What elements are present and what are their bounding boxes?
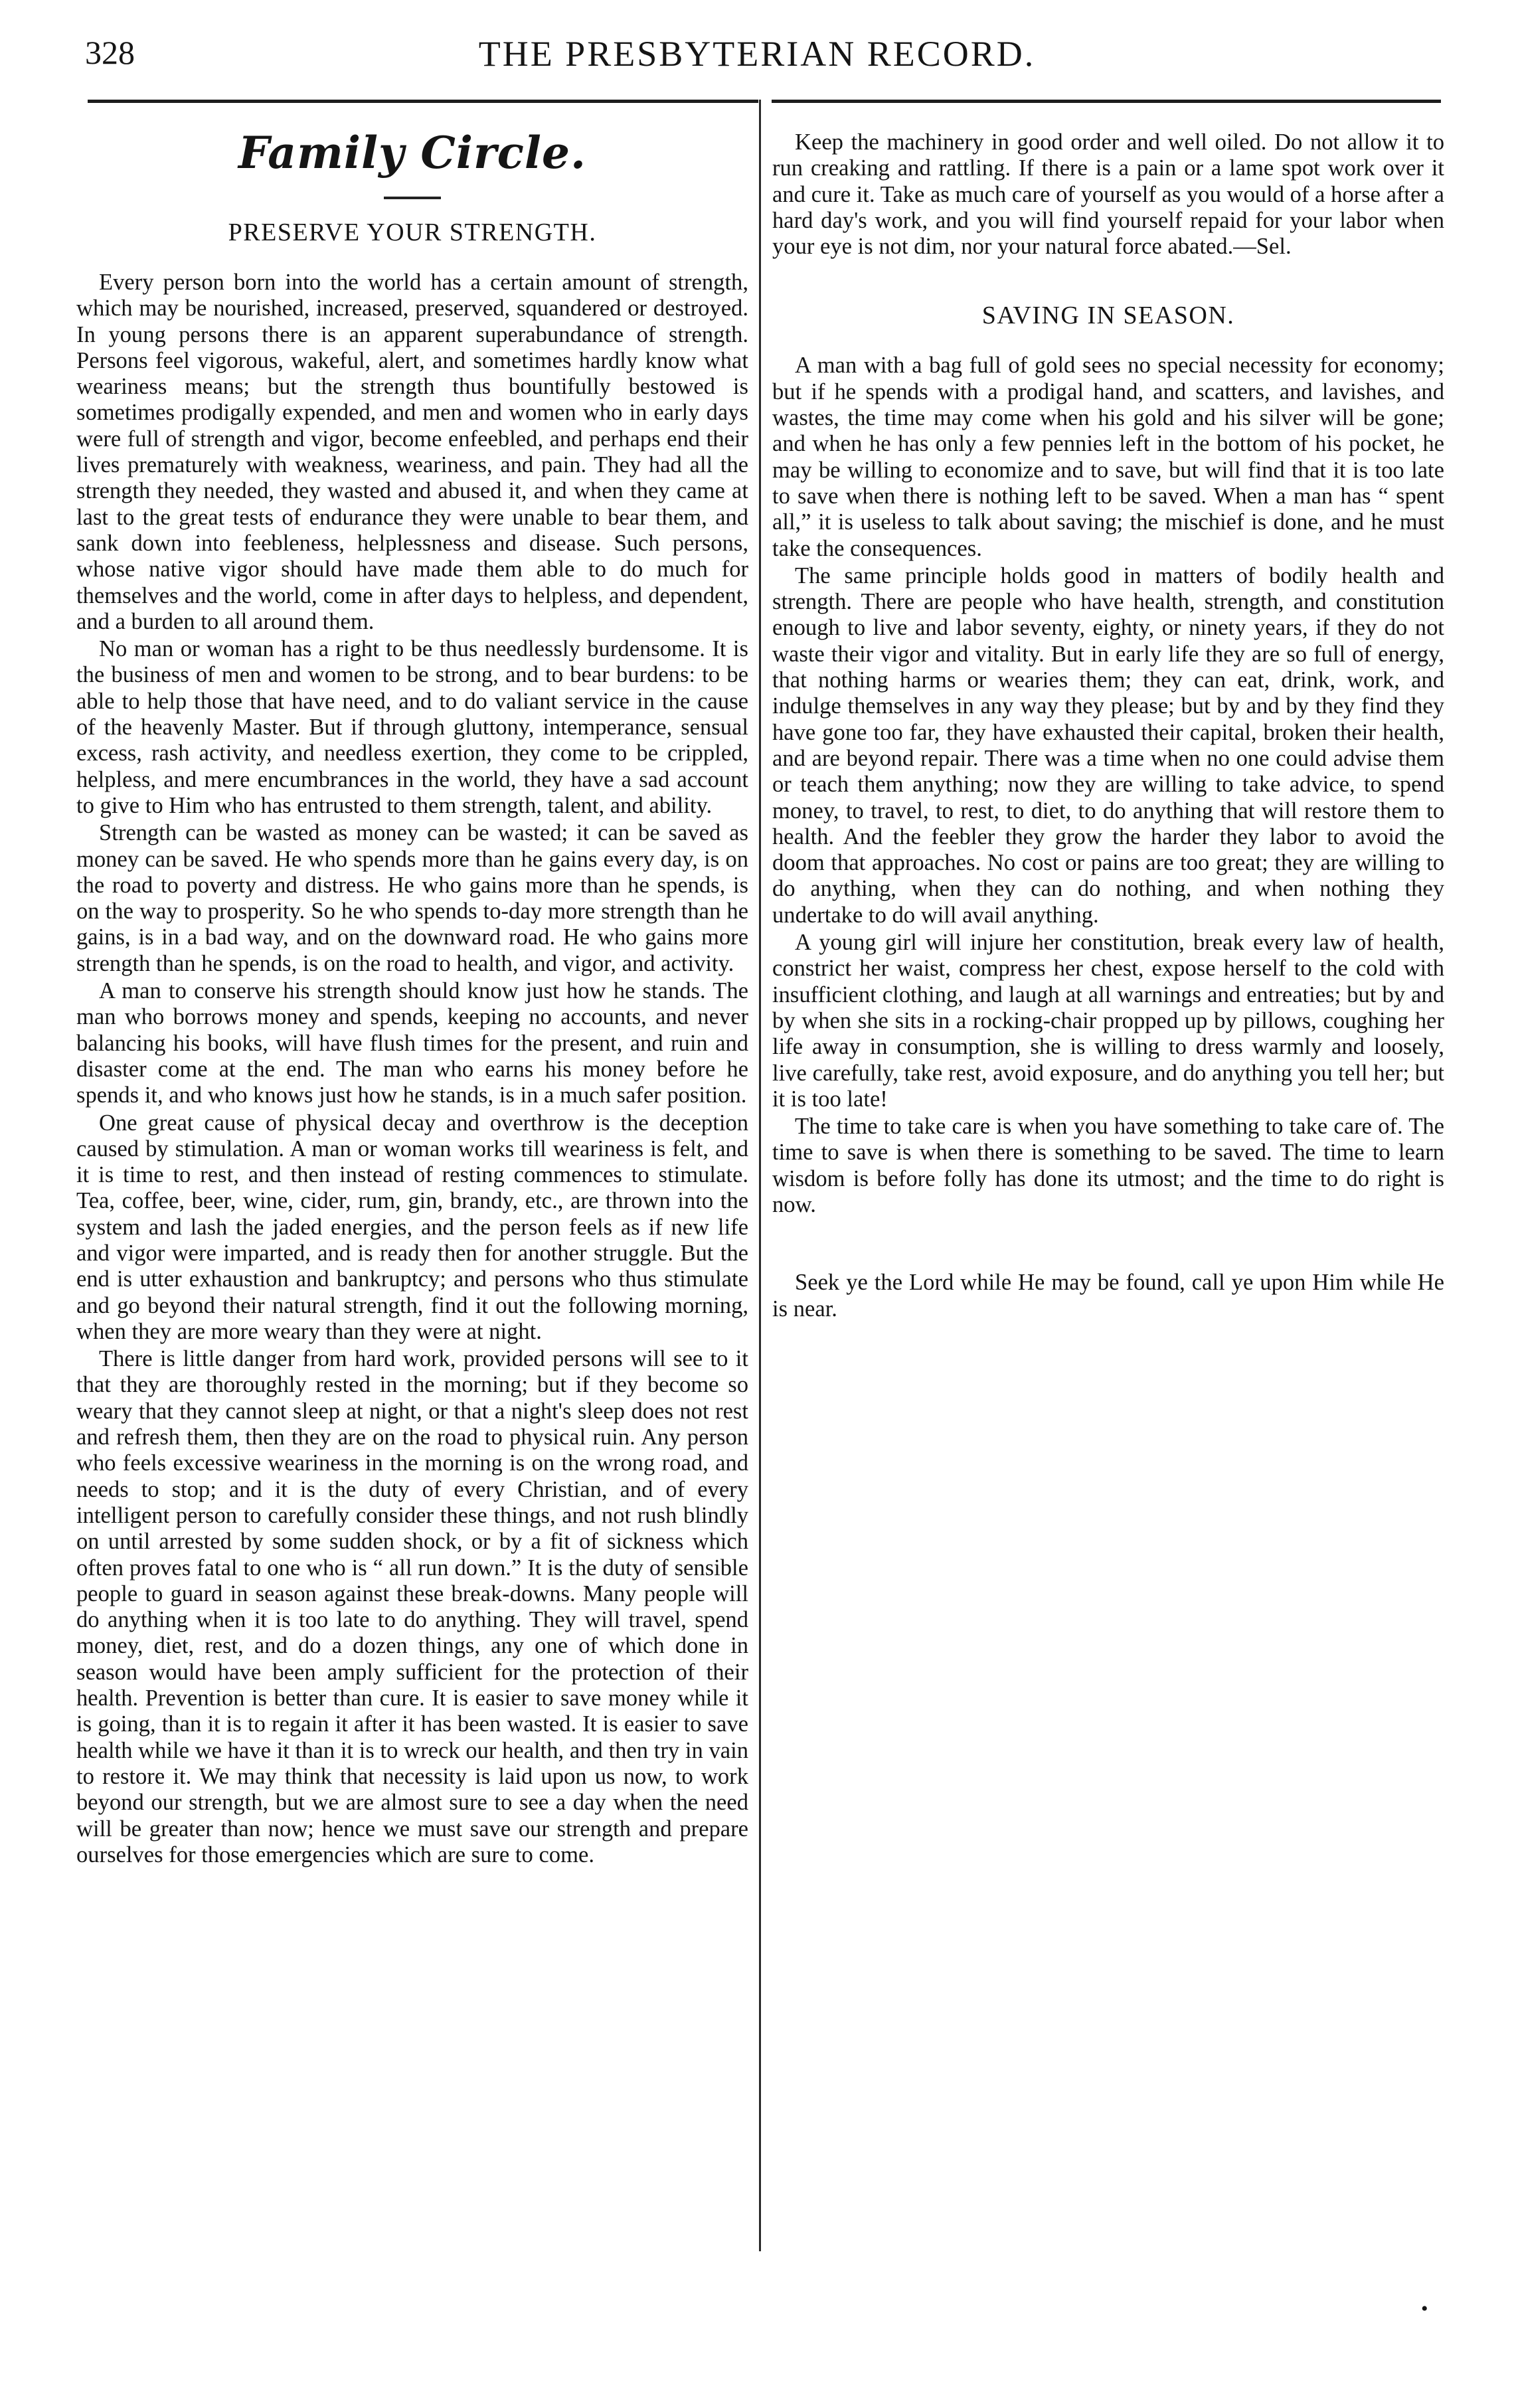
left-column <box>76 118 748 1868</box>
article-title: PRESERVE YOUR STRENGTH. <box>228 218 597 246</box>
article-paragraph: The time to take care is when you have something to take care of. The time to save is when there is something to be saved. The time to learn wisdom is before folly has done its utmost; and the time to do right is now. <box>772 1114 1444 1217</box>
column-divider <box>759 100 761 2251</box>
article-paragraph: Strength can be wasted as money can be wasted; it can be saved as money can be saved. He who spends more than he gains every day, is on the road to poverty and distress. He who gains more than he spends, is on the way to prosperity. So he who spends to-day more strength than he gains, is in a bad way, and on the downward road. He who gains more strength than he spends, is on the road to health, and vigor, and activity. <box>76 820 748 976</box>
article-paragraph: There is little danger from hard work, provided persons will see to it that they are thoroughly rested in the morning; but if they become so weary that they cannot sleep at night, or that a night's sleep does not rest and refresh them, then they are on the road to physical ruin. Any person who feels excessive weariness in the morning is on the wrong road, and needs to stop; and it is the duty of every Christian, and of every intelligent person to carefully consider these things, and not rush blindly on until arrested by some sudden shock, or by a fit of sickness which often proves fatal to one who is “ all run down.” It is the duty of sensible people to guard in season against these break-downs. Many people will do anything when it is too late to do anything. They will travel, spend money, diet, rest, and do a dozen things, any one of which done in season would have been amply sufficient for the protection of their health. Prevention is better than cure. It is easier to save money while it is going, than it is to regain it after it has been wasted. It is easier to save health while we have it than it is to wreck our health, and then try in vain to restore it. We may think that necessity is laid upon us now, to work beyond our strength, but we are almost sure to see a day when the need will be greater than now; hence we must save our strength and prepare ourselves for those emergencies which are sure to come. <box>76 1346 748 1867</box>
page-number: 328 <box>85 34 135 71</box>
running-head <box>85 33 1429 93</box>
closing-verse: Seek ye the Lord while He may be found, call ye upon Him while He is near. <box>772 1270 1444 1322</box>
article-paragraph: A young girl will injure her constitution, break every law of health, constrict her waist, compress her chest, expose herself to the cold with insufficient clothing, and laugh at all warnings and entreaties; but by and by when she sits in a rocking-chair propped up by pillows, coughing her life away in consumption, she is willing to dress warmly and loosely, live carefully, take rest, avoid exposure, and do anything you tell her; but it is too late! <box>772 930 1444 1112</box>
article-paragraph: One great cause of physical decay and overthrow is the deception caused by stimulation. A man or woman works till weariness is felt, and it is time to rest, and then instead of resting commences to stimulate. Tea, coffee, beer, wine, cider, rum, gin, brandy, etc., are thrown into the system and lash the jaded energies, and the person feels as if new life and vigor were imparted, and is ready then for another struggle. But the end is utter exhaustion and bankruptcy; and persons who thus stimulate and go beyond their natural strength, find it out the following morning, when they are more weary than they were at night. <box>76 1110 748 1344</box>
spacer <box>772 260 1444 301</box>
heading-rule <box>384 197 441 199</box>
printer-mark: • <box>1421 2298 1428 2320</box>
article-paragraph: Keep the machinery in good order and well oiled. Do not allow it to run creaking and rattling. If there is a pain or a lame spot work over it and cure it. Take as much care of yourself as you would of a horse after a hard day's work, and you will find yourself repaid for your labor when your eye is not dim, nor your natural force abated.—Sel. <box>772 129 1444 260</box>
spacer <box>772 1218 1444 1270</box>
header-rule-left <box>88 100 758 103</box>
article-paragraph: A man with a bag full of gold sees no special necessity for economy; but if he spends with a prodigal hand, and scatters, and lavishes, and wastes, the time may come when his gold and his silver will be gone; and when he has only a few pennies left in the bottom of his pocket, he may be willing to economize and to save, but will find that it is too late to save when there is nothing left to be saved. When a man has “ spent all,” it is useless to talk about saving; the mischief is done, and he must take the consequences. <box>772 353 1444 561</box>
journal-title: THE PRESBYTERIAN RECORD. <box>478 34 1036 74</box>
right-column <box>772 129 1444 1322</box>
article-paragraph: The same principle holds good in matters of bodily health and strength. There are people who have health, strength, and constitution enough to live and labor seventy, eighty, or ninety years, if they do not waste their vigor and vitality. But in early life they are so full of energy, that nothing harms or wearies them; they can eat, drink, work, and indulge themselves in any way they please; but by and by they find they have gone too far, they have exhausted their capital, broken their health, and are beyond repair. There was a time when no one could advise them or teach them anything; now they are willing to take advice, to spend money, to travel, to rest, to diet, to do anything that will restore them to health. And the feebler they grow the harder they labor to avoid the doom that approaches. No cost or pains are too great; they are willing to do anything, when they can do nothing, and when nothing they undertake to do will avail anything. <box>772 562 1444 928</box>
article-title: SAVING IN SEASON. <box>981 301 1235 330</box>
article-paragraph: Every person born into the world has a certain amount of strength, which may be nourished, increased, preserved, squandered or destroyed. In young persons there is an apparent superabundance of strength. Persons feel vigorous, wakeful, alert, and sometimes hardly know what weariness means; but the strength thus bountifully bestowed is sometimes prodigally expended, and men and women who in early days were full of strength and vigor, become enfeebled, and perhaps end their lives prematurely with weakness, weariness, and pain. They had all the strength they needed, they wasted and abused it, and when they came at last to the great tests of endurance they were unable to bear them, and sank down into feebleness, helplessness and disease. Such persons, whose native vigor should have made them able to do much for themselves and the world, come in after days to helpless, and dependent, and a burden to all around them. <box>76 270 748 634</box>
article-paragraph: No man or woman has a right to be thus needlessly burdensome. It is the business of men and women to be strong, and to bear burdens: to be able to help those that have need, and to do valiant service in the cause of the heavenly Master. But if through gluttony, intemperance, sensual excess, rash activity, and needless exertion, they come to be crippled, helpless, and mere encumbrances in the world, they have a sad account to give to Him who has entrusted to them strength, talent, and ability. <box>76 636 748 818</box>
header-rule-right <box>772 100 1441 103</box>
article-paragraph: A man to conserve his strength should know just how he stands. The man who borrows money and spends, keeping no accounts, and never balancing his books, will have flush times for the present, and ruin and disaster come at the end. The man who earns his money before he spends it, and who knows just how he stands, is in a much safer position. <box>76 978 748 1108</box>
department-heading: Family Circle. <box>238 127 586 179</box>
